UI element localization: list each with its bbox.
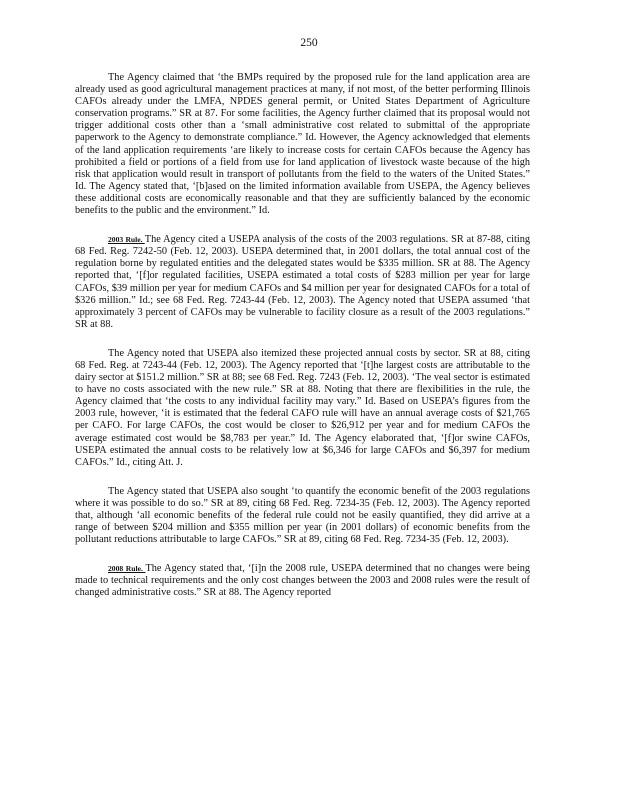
paragraph-text: The Agency stated that, ‘[i]n the 2008 rule, USEPA determined that no changes were being made to technical requirements and the only cost changes between the 2003 and 2008 rules were the result of changed administrative costs.” SR at 88. The Agency reported	[75, 563, 530, 599]
paragraph-text: The Agency stated that USEPA also sought ‘to quantify the economic benefit of the 2003 regulations where it was possible to do so.” SR at 89, citing 68 Fed. Reg. 7234-35 (Feb. 12, 2003). The Agency reported that, although ‘all economic benefits of the federal rule could not be easily quantified, they did arrive at a range of between $204 million and $355 million per year (in 2001 dollars) of economic benefits from the pollutant reductions attributable to large CAFOs.” SR at 89, citing 68 Fed. Reg. 7234-35 (Feb. 12, 2003).	[75, 485, 530, 546]
paragraph-2008-rule	[75, 563, 530, 599]
paragraph-land-application-costs	[75, 72, 530, 217]
paragraph-text: The Agency claimed that ‘the BMPs required by the proposed rule for the land application area are already used as good agricultural management practices at many, if not most, of the better performing Illinois CAFOs already under the LMFA, NPDES general permit, or United States Department of Agriculture conservation programs.” SR at 87. For some facilities, the Agency further claimed that its proposal would not trigger additional costs other than a ‘small administrative cost related to submittal of the appropriate paperwork to the Agency to demonstrate compliance.” Id. However, the Agency acknowledged that elements of the land application requirements ‘are likely to increase costs for certain CAFOs because the Agency has prohibited a field or portions of a field from use for land application of livestock waste because of the high risk that application would result in transport of pollutants from the field to the waters of the United States.” Id. The Agency stated that, ‘[b]ased on the limited information available from USEPA, the Agency believes these additional costs are economically reasonable and that they are sufficiently balanced by the economic benefits to the public and the environment.” Id.	[75, 72, 530, 217]
paragraph-text: The Agency noted that USEPA also itemized these projected annual costs by sector. SR at 88, citing 68 Fed. Reg. at 7243-44 (Feb. 12, 2003). The Agency reported that ‘[t]he largest costs are attributable to the dairy sector at $151.2 million.” SR at 88; see 68 Fed. Reg. 7243 (Feb. 12, 2003). ‘The veal sector is estimated to have no costs associated with the new rule.” SR at 88. Noting that there are flexibilities in the rule, the Agency claimed that ‘the costs to any individual facility may vary.” Id. Based on USEPA’s figures from the 2003 rule, however, ‘it is estimated that the federal CAFO rule will have an annual average costs of $21,765 per CAFO. For large CAFOs, the cost would be closer to $26,912 per year and for medium CAFOs the average estimated cost would be $8,783 per year.” Id. The Agency elaborated that, ‘[f]or swine CAFOs, USEPA estimated the annual costs to be relatively low at $6,346 for large CAFOs and $6,397 for medium CAFOs.” Id., citing Att. J.	[75, 347, 530, 468]
paragraph-sector-costs	[75, 348, 530, 469]
paragraph-text: The Agency cited a USEPA analysis of the costs of the 2003 regulations. SR at 87-88, citing 68 Fed. Reg. 7242-50 (Feb. 12, 2003). USEPA determined that, in 2001 dollars, the total annual cost of the regulation borne by regulated entities and the delegated states would be $335 million. SR at 88. The Agency reported that, ‘[f]or regulated facilities, USEPA estimated a total costs of $283 million per year for large CAFOs, $39 million per year for medium CAFOs and $4 million per year for designated CAFOs for a total of $326 million.” Id.; see 68 Fed. Reg. 7243-44 (Feb. 12, 2003). The Agency noted that USEPA assumed ‘that approximately 3 percent of CAFOs may be vulnerable to facility closure as a result of the 2003 regulations.” SR at 88.	[75, 234, 530, 330]
section-heading-2003-rule: 2003 Rule.	[108, 235, 145, 245]
page-number: 250	[300, 37, 318, 49]
paragraph-economic-benefits	[75, 486, 530, 546]
paragraph-2003-rule	[75, 234, 530, 331]
section-heading-2008-rule: 2008 Rule.	[108, 564, 146, 574]
document-body	[75, 72, 530, 617]
